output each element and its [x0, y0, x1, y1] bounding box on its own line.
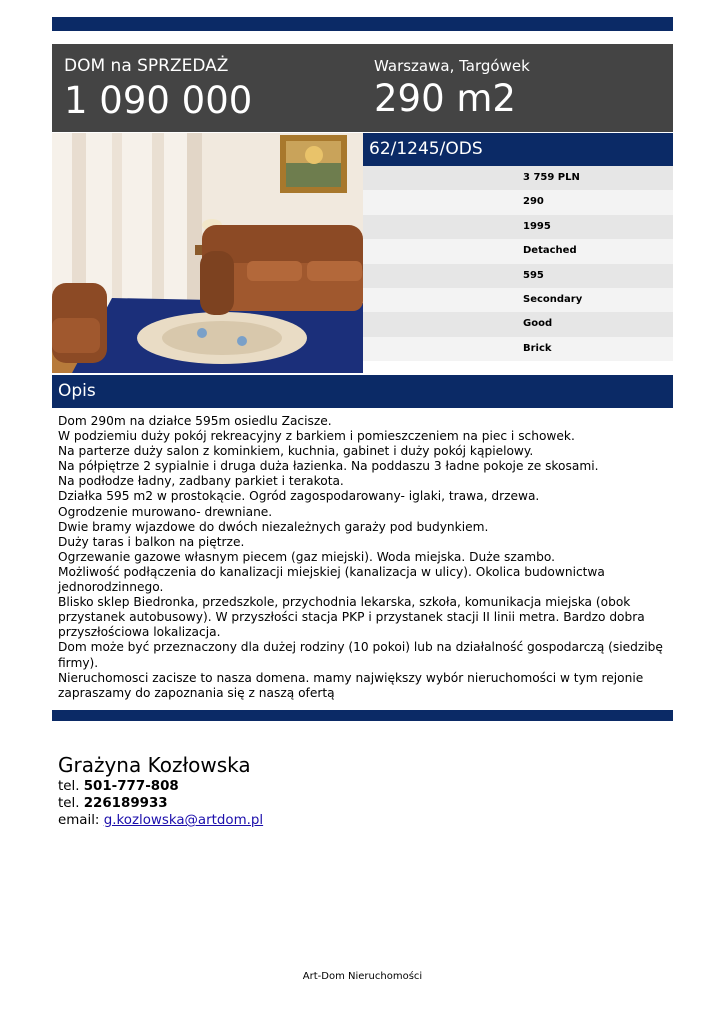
description-line: Działka 595 m2 w prostokącie. Ogród zagospodarowany- iglaki, trawa, drzewa. [58, 489, 540, 504]
description-line: Dom 290m na działce 595m osiedlu Zacisze. [58, 414, 332, 428]
agent-phone-1 [58, 778, 263, 795]
header-location-block [374, 56, 530, 122]
top-accent-bar [52, 17, 673, 31]
price: 1 090 000 [64, 79, 253, 122]
description-line: Ogrzewanie gazowe własnym piecem (gaz miejski). Woda miejska. Duże szambo. [58, 549, 555, 564]
description-line: Ogrodzenie murowano- drewniane. [58, 504, 273, 519]
param-row: Brick [363, 337, 673, 361]
agent-name: Grażyna Kozłowska [58, 753, 251, 777]
param-row: Good [363, 312, 673, 336]
bottom-accent-bar [52, 710, 673, 721]
description-heading: Opis [52, 375, 673, 408]
param-row: 290 [363, 190, 673, 214]
reference-number: 62/1245/ODS [363, 133, 673, 166]
description-line: Blisko sklep Biedronka, przedszkole, przychodnia lekarska, szkoła, komunikacja miejska (obok przystanek autobusowy). W przyszłości stacja PKP i przystanek stacji II linii metra. Bardzo dobra przyszłościowa lokalizacja. [58, 595, 645, 640]
tel-label: tel. [58, 796, 80, 811]
property-type: DOM na SPRZEDAŻ [64, 56, 229, 76]
location: Warszawa, Targówek [374, 57, 530, 75]
living-room-image [52, 133, 363, 373]
agent-email [58, 812, 263, 829]
phone-number: 501-777-808 [83, 779, 179, 794]
parameters-table [363, 166, 673, 361]
description-text [58, 414, 670, 701]
listing-header [52, 44, 673, 132]
email-label: email: [58, 813, 100, 828]
property-photo [52, 133, 363, 373]
description-line: Na półpiętrze 2 sypialnie i druga duża łazienka. Na poddaszu 3 ładne pokoje ze skosami. [58, 459, 599, 474]
description-line: Na podłodze ładny, zadbany parkiet i terakota. [58, 474, 344, 489]
tel-label: tel. [58, 779, 80, 794]
param-row: 595 [363, 264, 673, 288]
phone-number: 226189933 [83, 796, 168, 811]
email-link[interactable]: g.kozlowska@artdom.pl [103, 813, 264, 828]
area: 290 m2 [374, 77, 516, 120]
description-line: Dwie bramy wjazdowe do dwóch niezależnych garaży pod budynkiem. [58, 519, 489, 534]
company-footer: Art-Dom Nieruchomości [302, 971, 423, 982]
agent-contact [58, 752, 263, 829]
description-line: W podziemiu duży pokój rekreacyjny z barkiem i pomieszczeniem na piec i schowek. [58, 429, 575, 444]
description-line: Na parterze duży salon z kominkiem, kuchnia, gabinet i duży pokój kąpielowy. [58, 444, 534, 459]
description-line: Dom może być przeznaczony dla dużej rodziny (10 pokoi) lub na działalność gospodarczą (siedzibę firmy). [58, 640, 663, 670]
description-line: Duży taras i balkon na piętrze. [58, 534, 245, 549]
param-row: 1995 [363, 215, 673, 239]
param-row: Secondary [363, 288, 673, 312]
description-line: Możliwość podłączenia do kanalizacji miejskiej (kanalizacja w ulicy). Okolica budownictwa jednorodzinnego. [58, 564, 605, 595]
header-price-block [64, 56, 252, 124]
param-row: Detached [363, 239, 673, 263]
agent-phone-2 [58, 795, 263, 812]
description-line: Nieruchomosci zacisze to nasza domena. mamy największy wybór nieruchomości w tym rejonie zapraszamy do zapoznania się z naszą ofertą [58, 670, 644, 700]
param-row: 3 759 PLN [363, 166, 673, 190]
